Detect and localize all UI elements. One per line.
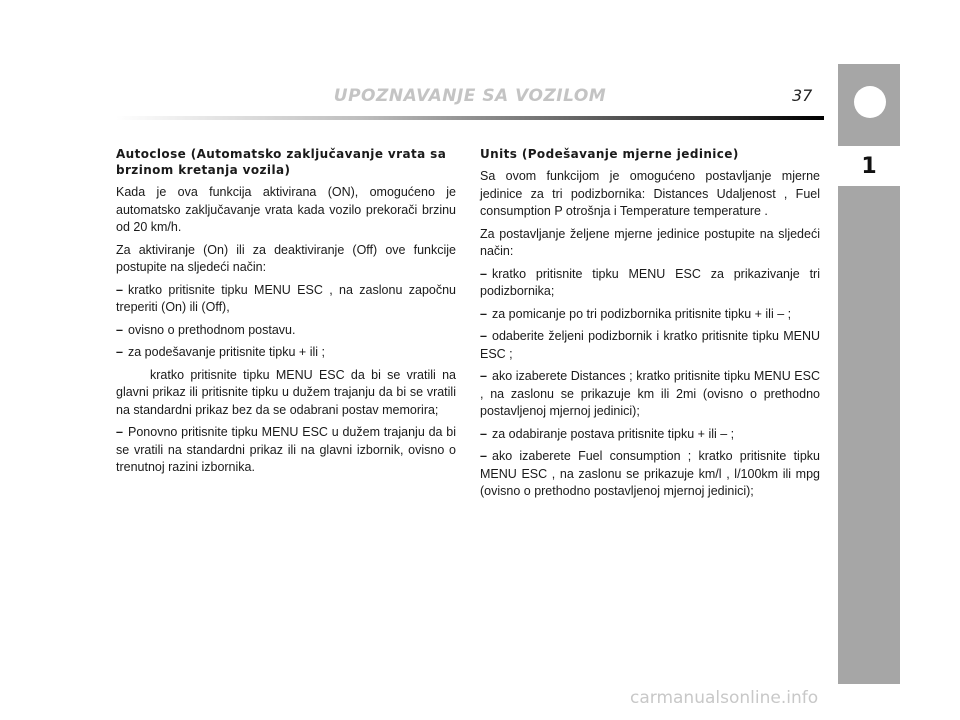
units-para-1: Sa ovom funkcijom je omogućeno postavljanje mjerne jedinice za tri podizbornika: Distances Udaljenost , Fuel consumption P otrošnja i Temperature temperature . <box>480 169 820 218</box>
units-title: Units (Podešavanje mjerne jedinice) <box>480 147 739 161</box>
list-item <box>480 306 820 324</box>
dash: – <box>480 306 487 321</box>
list-item <box>480 368 820 421</box>
list-item <box>116 282 456 317</box>
list-item-text: ako izaberete Distances ; kratko pritisnite tipku MENU ESC , na zaslonu se prikazuje km ili 2mi (ovisno o prethodno postavljenoj mjernoj jedinici); <box>480 369 820 418</box>
dash: – <box>116 345 123 359</box>
dash: – <box>480 369 487 383</box>
autoclose-title: Autoclose (Automatsko zaključavanje vrata sa brzinom kretanja vozila) <box>116 147 447 177</box>
units-para-2: Za postavljanje željene mjerne jedinice postupite na sljedeći način: <box>480 226 820 258</box>
dash: – <box>116 322 123 337</box>
autoclose-para-2: Za aktiviranje (On) ili za deaktiviranje (Off) ove funkcije postupite na sljedeći način: <box>116 242 456 274</box>
dash: – <box>480 266 487 281</box>
header-title: UPOZNAVANJE SA VOZILOM <box>333 86 607 106</box>
list-item-text: za odabiranje postava pritisnite tipku + ili – ; <box>492 426 735 441</box>
list-item-text: odaberite željeni podizbornik i kratko pritisnite tipku MENU ESC ; <box>480 329 820 361</box>
list-item <box>480 328 820 363</box>
list-item <box>116 344 456 362</box>
list-item-text: kratko pritisnite tipku MENU ESC za prikazivanje tri podizbornika; <box>480 266 820 298</box>
list-item-text: za pomicanje po tri podizbornika pritisnite tipku + ili – ; <box>492 306 792 321</box>
dash: – <box>116 425 123 439</box>
list-item <box>480 448 820 501</box>
dash: – <box>480 449 487 463</box>
list-item <box>480 266 820 301</box>
chapter-number: 1 <box>838 146 900 186</box>
list-item-text: kratko pritisnite tipku MENU ESC , na zaslonu započnu treperiti (On) ili (Off), <box>116 282 456 314</box>
autoclose-para-1: Kada je ova funkcija aktivirana (ON), omogućeno je automatsko zaključavanje vrata kada vozilo prekorači brzinu od 20 km/h. <box>116 185 456 234</box>
dash: – <box>480 329 487 343</box>
chapter-circle-icon <box>854 86 886 118</box>
right-column <box>480 146 820 506</box>
list-item-text: ako izaberete Fuel consumption ; kratko pritisnite tipku MENU ESC , na zaslonu se prikazuje km/l , l/100km ili mpg (ovisno o prethodno postavljenoj mjernoj jedinici); <box>480 449 820 498</box>
autoclose-para-3: kratko pritisnite tipku MENU ESC da bi se vratili na glavni prikaz ili pritisnite tipku u dužem trajanju da bi se vratili na standardni prikaz bez da se odabrani postav memorira; <box>116 367 456 417</box>
list-item <box>480 426 820 444</box>
list-item-text: Ponovno pritisnite tipku MENU ESC u dužem trajanju da bi se vratili na standardni prikaz ili na glavni izbornik, ovisno o trenutnoj razini izbornika. <box>116 425 456 474</box>
dash: – <box>480 426 487 441</box>
left-column <box>116 146 456 482</box>
list-item <box>116 424 456 477</box>
list-item-text: za podešavanje pritisnite tipku + ili ; <box>128 345 325 359</box>
page-number: 37 <box>792 86 813 105</box>
header-rule <box>116 116 824 120</box>
list-item-text: ovisno o prethodnom postavu. <box>128 322 296 337</box>
list-item <box>116 322 456 340</box>
dash: – <box>116 282 123 297</box>
watermark: carmanualsonline.info <box>630 688 819 708</box>
